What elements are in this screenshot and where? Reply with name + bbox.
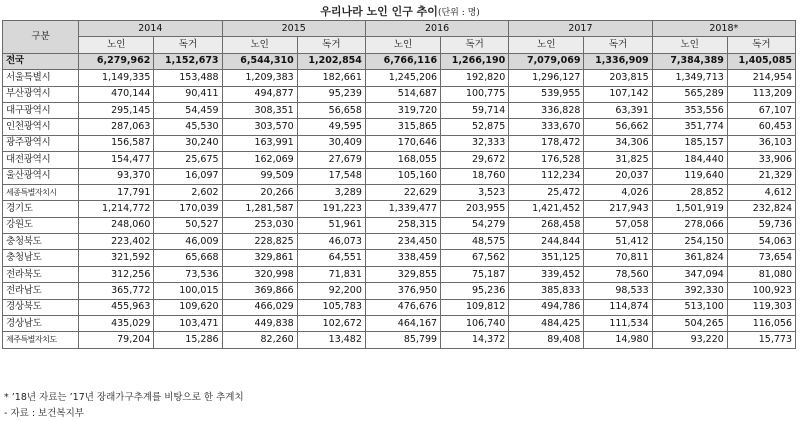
alone-count-cell: 30,240 <box>154 135 222 151</box>
alone-count-cell: 50,527 <box>154 217 222 233</box>
elderly-count-cell: 287,063 <box>79 119 154 135</box>
elderly-count-cell: 312,256 <box>79 266 154 282</box>
alone-count-cell: 34,306 <box>584 135 652 151</box>
elderly-count-cell: 347,094 <box>652 266 727 282</box>
table-row <box>3 152 796 168</box>
elderly-count-cell: 369,866 <box>222 283 297 299</box>
table-row <box>3 234 796 250</box>
elderly-count-cell: 244,844 <box>509 234 584 250</box>
elderly-count-cell: 99,509 <box>222 168 297 184</box>
alone-header: 독거 <box>297 37 365 53</box>
table-row <box>3 316 796 332</box>
elderly-count-cell: 466,029 <box>222 299 297 315</box>
sub-header-row <box>3 37 796 53</box>
alone-count-cell: 70,811 <box>584 250 652 266</box>
alone-header: 독거 <box>727 37 795 53</box>
elderly-count-cell: 28,852 <box>652 184 727 200</box>
table-row <box>3 119 796 135</box>
alone-count-cell: 100,015 <box>154 283 222 299</box>
alone-count-cell: 56,658 <box>297 102 365 118</box>
alone-count-cell: 13,482 <box>297 332 365 348</box>
year-header: 2016 <box>365 21 508 37</box>
year-header: 2014 <box>79 21 222 37</box>
alone-header: 독거 <box>154 37 222 53</box>
alone-count-cell: 1,266,190 <box>441 53 509 69</box>
alone-count-cell: 192,820 <box>441 70 509 86</box>
elderly-count-cell: 308,351 <box>222 102 297 118</box>
elderly-count-cell: 7,384,389 <box>652 53 727 69</box>
gubun-header: 구분 <box>3 21 79 54</box>
elderly-count-cell: 539,955 <box>509 86 584 102</box>
elderly-count-cell: 185,157 <box>652 135 727 151</box>
alone-count-cell: 54,279 <box>441 217 509 233</box>
elderly-count-cell: 162,069 <box>222 152 297 168</box>
elderly-count-cell: 178,472 <box>509 135 584 151</box>
alone-count-cell: 36,103 <box>727 135 795 151</box>
alone-count-cell: 33,906 <box>727 152 795 168</box>
alone-count-cell: 15,773 <box>727 332 795 348</box>
alone-count-cell: 217,943 <box>584 201 652 217</box>
elderly-count-cell: 168,055 <box>365 152 440 168</box>
alone-count-cell: 71,831 <box>297 266 365 282</box>
elderly-count-cell: 1,281,587 <box>222 201 297 217</box>
alone-count-cell: 119,303 <box>727 299 795 315</box>
elderly-header: 노인 <box>365 37 440 53</box>
alone-count-cell: 90,411 <box>154 86 222 102</box>
region-name: 충청남도 <box>3 250 79 266</box>
table-body <box>3 53 796 348</box>
alone-count-cell: 105,783 <box>297 299 365 315</box>
alone-count-cell: 31,825 <box>584 152 652 168</box>
elderly-count-cell: 333,670 <box>509 119 584 135</box>
alone-header: 독거 <box>584 37 652 53</box>
elderly-count-cell: 514,687 <box>365 86 440 102</box>
elderly-count-cell: 1,296,127 <box>509 70 584 86</box>
table-row <box>3 201 796 217</box>
elderly-count-cell: 320,998 <box>222 266 297 282</box>
elderly-count-cell: 154,477 <box>79 152 154 168</box>
elderly-count-cell: 435,029 <box>79 316 154 332</box>
alone-count-cell: 4,026 <box>584 184 652 200</box>
elderly-count-cell: 7,079,069 <box>509 53 584 69</box>
alone-count-cell: 57,058 <box>584 217 652 233</box>
elderly-count-cell: 336,828 <box>509 102 584 118</box>
elderly-count-cell: 25,472 <box>509 184 584 200</box>
alone-count-cell: 109,812 <box>441 299 509 315</box>
elderly-count-cell: 455,963 <box>79 299 154 315</box>
elderly-count-cell: 353,556 <box>652 102 727 118</box>
footnote-estimate: * ’18년 자료는 ’17년 장래가구추계를 비탕으로 한 추계치 <box>4 392 244 403</box>
alone-count-cell: 75,187 <box>441 266 509 282</box>
elderly-count-cell: 329,861 <box>222 250 297 266</box>
region-name: 강원도 <box>3 217 79 233</box>
table-row <box>3 184 796 200</box>
alone-count-cell: 100,775 <box>441 86 509 102</box>
elderly-count-cell: 268,458 <box>509 217 584 233</box>
alone-count-cell: 45,530 <box>154 119 222 135</box>
alone-count-cell: 30,409 <box>297 135 365 151</box>
alone-count-cell: 191,223 <box>297 201 365 217</box>
alone-count-cell: 73,536 <box>154 266 222 282</box>
alone-count-cell: 102,672 <box>297 316 365 332</box>
alone-count-cell: 48,575 <box>441 234 509 250</box>
elderly-count-cell: 1,349,713 <box>652 70 727 86</box>
alone-count-cell: 153,488 <box>154 70 222 86</box>
alone-count-cell: 65,668 <box>154 250 222 266</box>
alone-count-cell: 46,073 <box>297 234 365 250</box>
elderly-count-cell: 93,370 <box>79 168 154 184</box>
elderly-count-cell: 22,629 <box>365 184 440 200</box>
elderly-count-cell: 376,950 <box>365 283 440 299</box>
table-row <box>3 283 796 299</box>
alone-count-cell: 73,654 <box>727 250 795 266</box>
alone-count-cell: 95,236 <box>441 283 509 299</box>
alone-count-cell: 46,009 <box>154 234 222 250</box>
alone-count-cell: 54,063 <box>727 234 795 250</box>
elderly-count-cell: 82,260 <box>222 332 297 348</box>
alone-count-cell: 67,562 <box>441 250 509 266</box>
elderly-count-cell: 351,774 <box>652 119 727 135</box>
elderly-count-cell: 228,825 <box>222 234 297 250</box>
year-header: 2018* <box>652 21 795 37</box>
table-row <box>3 70 796 86</box>
region-name: 경상북도 <box>3 299 79 315</box>
alone-count-cell: 18,760 <box>441 168 509 184</box>
elderly-count-cell: 1,209,383 <box>222 70 297 86</box>
alone-count-cell: 29,672 <box>441 152 509 168</box>
elderly-header: 노인 <box>509 37 584 53</box>
year-header: 2015 <box>222 21 365 37</box>
region-name: 부산광역시 <box>3 86 79 102</box>
table-row <box>3 250 796 266</box>
elderly-count-cell: 494,786 <box>509 299 584 315</box>
alone-count-cell: 92,200 <box>297 283 365 299</box>
year-header-row <box>3 21 796 37</box>
elderly-count-cell: 392,330 <box>652 283 727 299</box>
elderly-count-cell: 170,646 <box>365 135 440 151</box>
region-name: 대구광역시 <box>3 102 79 118</box>
elderly-count-cell: 1,421,452 <box>509 201 584 217</box>
elderly-count-cell: 329,855 <box>365 266 440 282</box>
region-name: 충청북도 <box>3 234 79 250</box>
elderly-count-cell: 303,570 <box>222 119 297 135</box>
elderly-header: 노인 <box>222 37 297 53</box>
elderly-count-cell: 234,450 <box>365 234 440 250</box>
elderly-count-cell: 17,791 <box>79 184 154 200</box>
elderly-count-cell: 339,452 <box>509 266 584 282</box>
region-name: 대전광역시 <box>3 152 79 168</box>
table-row-total <box>3 53 796 69</box>
elderly-count-cell: 351,125 <box>509 250 584 266</box>
elderly-header: 노인 <box>652 37 727 53</box>
alone-count-cell: 109,620 <box>154 299 222 315</box>
alone-count-cell: 64,551 <box>297 250 365 266</box>
alone-count-cell: 56,662 <box>584 119 652 135</box>
alone-count-cell: 214,954 <box>727 70 795 86</box>
elderly-count-cell: 476,676 <box>365 299 440 315</box>
alone-count-cell: 25,675 <box>154 152 222 168</box>
elderly-count-cell: 1,501,919 <box>652 201 727 217</box>
alone-count-cell: 52,875 <box>441 119 509 135</box>
elderly-count-cell: 385,833 <box>509 283 584 299</box>
alone-count-cell: 14,980 <box>584 332 652 348</box>
alone-count-cell: 59,714 <box>441 102 509 118</box>
region-name: 전라남도 <box>3 283 79 299</box>
alone-count-cell: 1,202,854 <box>297 53 365 69</box>
table-row <box>3 102 796 118</box>
elderly-count-cell: 156,587 <box>79 135 154 151</box>
region-name: 경기도 <box>3 201 79 217</box>
elderly-count-cell: 258,315 <box>365 217 440 233</box>
elderly-count-cell: 494,877 <box>222 86 297 102</box>
elderly-count-cell: 319,720 <box>365 102 440 118</box>
elderly-population-table <box>2 20 796 349</box>
table-row <box>3 86 796 102</box>
alone-count-cell: 203,815 <box>584 70 652 86</box>
alone-count-cell: 49,595 <box>297 119 365 135</box>
elderly-count-cell: 176,528 <box>509 152 584 168</box>
elderly-count-cell: 105,160 <box>365 168 440 184</box>
alone-count-cell: 3,289 <box>297 184 365 200</box>
elderly-count-cell: 89,408 <box>509 332 584 348</box>
year-header: 2017 <box>509 21 652 37</box>
alone-count-cell: 182,661 <box>297 70 365 86</box>
elderly-count-cell: 79,204 <box>79 332 154 348</box>
alone-count-cell: 27,679 <box>297 152 365 168</box>
alone-count-cell: 203,955 <box>441 201 509 217</box>
table-row <box>3 217 796 233</box>
elderly-count-cell: 184,440 <box>652 152 727 168</box>
alone-count-cell: 81,080 <box>727 266 795 282</box>
elderly-count-cell: 254,150 <box>652 234 727 250</box>
elderly-count-cell: 278,066 <box>652 217 727 233</box>
elderly-count-cell: 223,402 <box>79 234 154 250</box>
elderly-count-cell: 119,640 <box>652 168 727 184</box>
elderly-count-cell: 1,149,335 <box>79 70 154 86</box>
alone-count-cell: 116,056 <box>727 316 795 332</box>
alone-count-cell: 170,039 <box>154 201 222 217</box>
table-row <box>3 299 796 315</box>
elderly-count-cell: 1,245,206 <box>365 70 440 86</box>
table-row <box>3 332 796 348</box>
region-name: 광주광역시 <box>3 135 79 151</box>
elderly-count-cell: 513,100 <box>652 299 727 315</box>
table-title <box>0 3 800 19</box>
alone-count-cell: 2,602 <box>154 184 222 200</box>
alone-count-cell: 32,333 <box>441 135 509 151</box>
unit-text: (단위 : 명) <box>437 8 480 18</box>
elderly-count-cell: 1,214,772 <box>79 201 154 217</box>
elderly-count-cell: 470,144 <box>79 86 154 102</box>
elderly-count-cell: 6,279,962 <box>79 53 154 69</box>
alone-count-cell: 67,107 <box>727 102 795 118</box>
alone-count-cell: 4,612 <box>727 184 795 200</box>
alone-count-cell: 103,471 <box>154 316 222 332</box>
elderly-count-cell: 163,991 <box>222 135 297 151</box>
elderly-count-cell: 295,145 <box>79 102 154 118</box>
alone-count-cell: 60,453 <box>727 119 795 135</box>
region-name: 전라북도 <box>3 266 79 282</box>
alone-count-cell: 100,923 <box>727 283 795 299</box>
region-name: 전국 <box>3 53 79 69</box>
elderly-count-cell: 93,220 <box>652 332 727 348</box>
elderly-count-cell: 365,772 <box>79 283 154 299</box>
elderly-count-cell: 20,266 <box>222 184 297 200</box>
elderly-count-cell: 1,339,477 <box>365 201 440 217</box>
elderly-count-cell: 449,838 <box>222 316 297 332</box>
alone-count-cell: 1,405,085 <box>727 53 795 69</box>
elderly-count-cell: 565,289 <box>652 86 727 102</box>
alone-count-cell: 106,740 <box>441 316 509 332</box>
alone-count-cell: 114,874 <box>584 299 652 315</box>
elderly-count-cell: 85,799 <box>365 332 440 348</box>
alone-count-cell: 14,372 <box>441 332 509 348</box>
alone-count-cell: 17,548 <box>297 168 365 184</box>
elderly-count-cell: 248,060 <box>79 217 154 233</box>
alone-count-cell: 54,459 <box>154 102 222 118</box>
alone-count-cell: 16,097 <box>154 168 222 184</box>
elderly-count-cell: 321,592 <box>79 250 154 266</box>
alone-count-cell: 78,560 <box>584 266 652 282</box>
footnote-source: - 자료 : 보건복지부 <box>4 408 84 419</box>
alone-count-cell: 21,329 <box>727 168 795 184</box>
region-name: 경상남도 <box>3 316 79 332</box>
alone-count-cell: 59,736 <box>727 217 795 233</box>
alone-count-cell: 15,286 <box>154 332 222 348</box>
elderly-header: 노인 <box>79 37 154 53</box>
alone-count-cell: 95,239 <box>297 86 365 102</box>
elderly-count-cell: 112,234 <box>509 168 584 184</box>
elderly-count-cell: 464,167 <box>365 316 440 332</box>
table-row <box>3 266 796 282</box>
region-name: 제주특별자치도 <box>3 332 79 348</box>
elderly-count-cell: 484,425 <box>509 316 584 332</box>
elderly-count-cell: 361,824 <box>652 250 727 266</box>
alone-count-cell: 51,961 <box>297 217 365 233</box>
elderly-count-cell: 6,766,116 <box>365 53 440 69</box>
alone-count-cell: 20,037 <box>584 168 652 184</box>
alone-count-cell: 111,534 <box>584 316 652 332</box>
table-row <box>3 168 796 184</box>
alone-count-cell: 51,412 <box>584 234 652 250</box>
elderly-count-cell: 253,030 <box>222 217 297 233</box>
alone-count-cell: 107,142 <box>584 86 652 102</box>
region-name: 인천광역시 <box>3 119 79 135</box>
elderly-count-cell: 504,265 <box>652 316 727 332</box>
table-row <box>3 135 796 151</box>
alone-count-cell: 1,152,673 <box>154 53 222 69</box>
alone-count-cell: 63,391 <box>584 102 652 118</box>
elderly-count-cell: 6,544,310 <box>222 53 297 69</box>
elderly-count-cell: 338,459 <box>365 250 440 266</box>
alone-count-cell: 232,824 <box>727 201 795 217</box>
alone-count-cell: 113,209 <box>727 86 795 102</box>
alone-count-cell: 1,336,909 <box>584 53 652 69</box>
region-name: 울산광역시 <box>3 168 79 184</box>
alone-header: 독거 <box>441 37 509 53</box>
region-name: 세종특별자치시 <box>3 184 79 200</box>
region-name: 서울특별시 <box>3 70 79 86</box>
alone-count-cell: 98,533 <box>584 283 652 299</box>
elderly-count-cell: 315,865 <box>365 119 440 135</box>
title-text: 우리나라 노인 인구 추이 <box>320 5 438 18</box>
alone-count-cell: 3,523 <box>441 184 509 200</box>
